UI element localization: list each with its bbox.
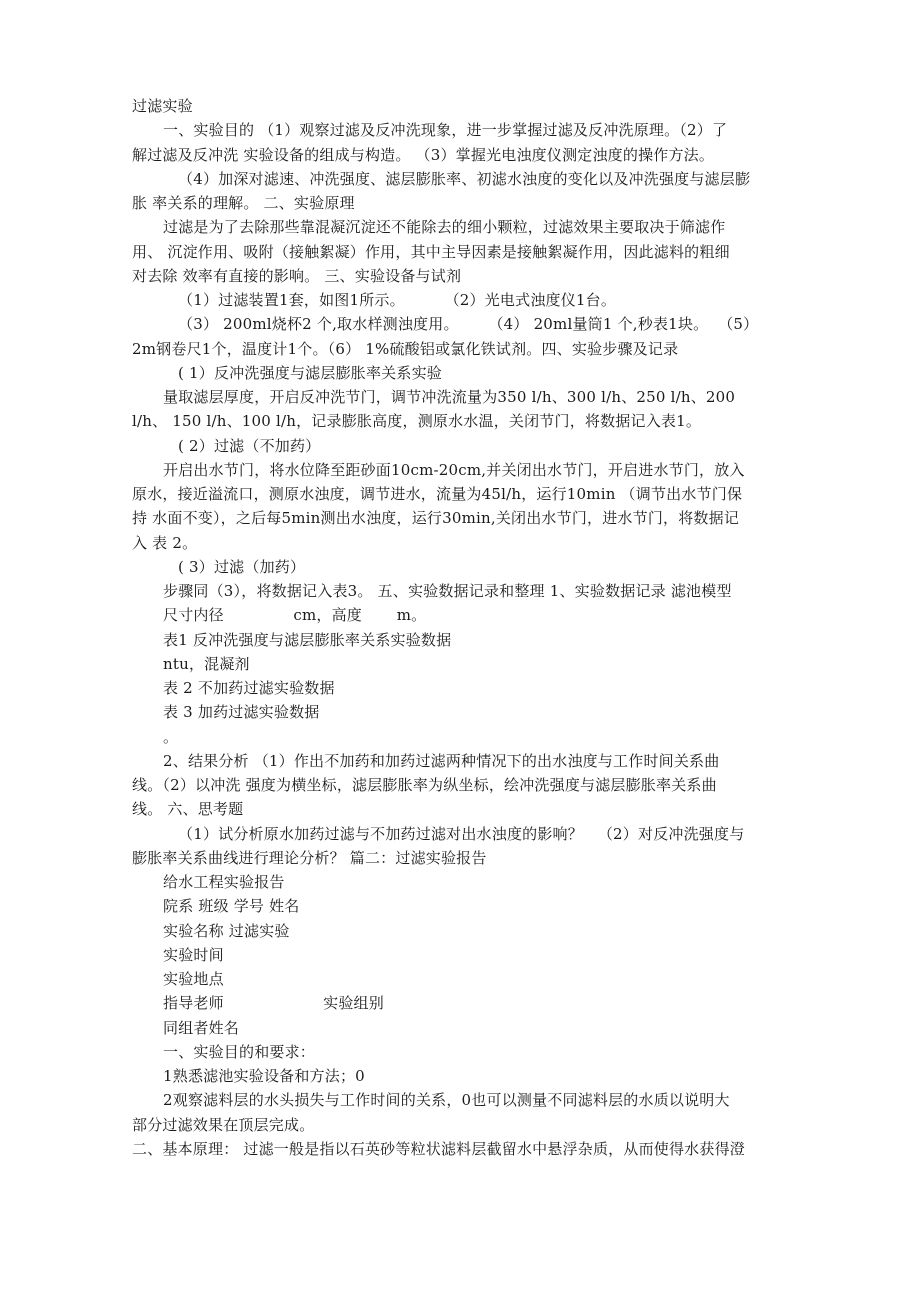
text-line: （1）过滤装置1套，如图1所示。 （2）光电式浊度仪1台。 — [178, 291, 617, 309]
text-line: 线。 六、思考题 — [132, 800, 244, 818]
text-line: 2、结果分析 （1）作出不加药和加药过滤两种情况下的出水浊度与工作时间关系曲 — [163, 752, 720, 770]
text-line: 二、基本原理： 过滤一般是指以石英砂等粒状滤料层截留水中悬浮杂质，从而使得水获得澄 — [132, 1140, 745, 1158]
form-field: 实验名称 过滤实验 — [163, 922, 290, 940]
text-line: 线。（2）以冲洗 强度为横坐标，滤层膨胀率为纵坐标，绘冲洗强度与滤层膨胀率关系曲 — [132, 776, 717, 794]
text-line: ntu，混凝剂 — [163, 655, 250, 673]
doc-title: 过滤实验 — [132, 97, 193, 115]
form-field: 实验地点 — [163, 970, 224, 988]
text-line: （1）试分析原水加药过滤与不加药过滤对出水浊度的影响？ （2）对反冲洗强度与 — [178, 825, 745, 843]
text-line: 。 — [163, 728, 179, 746]
text-line: 2m钢卷尺1个，温度计1个。（6） 1%硫酸铝或氯化铁试剂。四、实验步骤及记录 — [132, 340, 679, 358]
text-line: （3） 200ml烧杯2 个,取水样测浊度用。 （4） 20ml量筒1 个,秒表1块。 （5） — [178, 315, 759, 333]
section-heading: 一、实验目的和要求： — [163, 1043, 316, 1061]
table-caption: 表 3 加药过滤实验数据 — [163, 703, 320, 721]
form-field: 指导老师 实验组别 — [163, 994, 384, 1012]
text-line: 过滤是为了去除那些靠混凝沉淀还不能除去的细小颗粒，过滤效果主要取决于筛滤作 — [163, 218, 726, 236]
report-title: 给水工程实验报告 — [163, 873, 285, 891]
text-line: 胀 率关系的理解。 二、实验原理 — [132, 194, 355, 212]
text-line: 一、实验目的 （1）观察过滤及反冲洗现象，进一步掌握过滤及反冲洗原理。（2）了 — [163, 121, 728, 139]
text-line: 原水，接近溢流口，测原水浊度，调节进水，流量为45l/h，运行10min （调节出水节门保 — [132, 485, 743, 503]
table-caption: 表 2 不加药过滤实验数据 — [163, 679, 335, 697]
text-line: 膨胀率关系曲线进行理论分析？ 篇二：过滤实验报告 — [132, 849, 487, 867]
text-line: 尺寸内径 cm，高度 m。 — [163, 606, 427, 624]
text-line: 开启出水节门，将水位降至距砂面10cm-20cm,并关闭出水节门，开启进水节门，放入 — [163, 461, 745, 479]
text-line: 持 水面不变），之后每5min测出水浊度，运行30min,关闭出水节门，进水节门，将数据记 — [132, 509, 740, 527]
text-line: 步骤同（3），将数据记入表3。 五、实验数据记录和整理 1、实验数据记录 滤池模型 — [163, 582, 732, 600]
text-line: 入 表 2。 — [132, 534, 198, 552]
text-line: 用、 沉淀作用、吸附（接触絮凝）作用，其中主导因素是接触絮凝作用，因此滤料的粗细 — [132, 243, 730, 261]
text-line: 解过滤及反冲洗 实验设备的组成与构造。 （3）掌握光电浊度仪测定浊度的操作方法。 — [132, 146, 715, 164]
text-line: 对去除 效率有直接的影响。 三、实验设备与试剂 — [132, 267, 462, 285]
section-heading: ( 3）过滤（加药） — [178, 558, 306, 576]
text-line: 部分过滤效果在顶层完成。 — [132, 1116, 315, 1134]
text-line: 2观察滤料层的水头损失与工作时间的关系，0也可以测量不同滤料层的水质以说明大 — [163, 1091, 730, 1109]
text-line: （4）加深对滤速、冲洗强度、滤层膨胀率、初滤水浊度的变化以及冲洗强度与滤层膨 — [178, 170, 751, 188]
form-field: 院系 班级 学号 姓名 — [163, 897, 300, 915]
text-line: l/h、 150 l/h、100 l/h，记录膨胀高度，测原水水温，关闭节门，将数据记入表1。 — [132, 412, 702, 430]
form-field: 实验时间 — [163, 946, 224, 964]
text-line: 量取滤层厚度，开启反冲洗节门，调节冲洗流量为350 l/h、300 l/h、250 l/h、200 — [163, 388, 736, 406]
text-line: 1熟悉滤池实验设备和方法；0 — [163, 1067, 365, 1085]
form-field: 同组者姓名 — [163, 1019, 240, 1037]
table-caption: 表1 反冲洗强度与滤层膨胀率关系实验数据 — [163, 631, 452, 649]
section-heading: ( 1）反冲洗强度与滤层膨胀率关系实验 — [178, 364, 442, 382]
section-heading: ( 2）过滤（不加药） — [178, 437, 321, 455]
